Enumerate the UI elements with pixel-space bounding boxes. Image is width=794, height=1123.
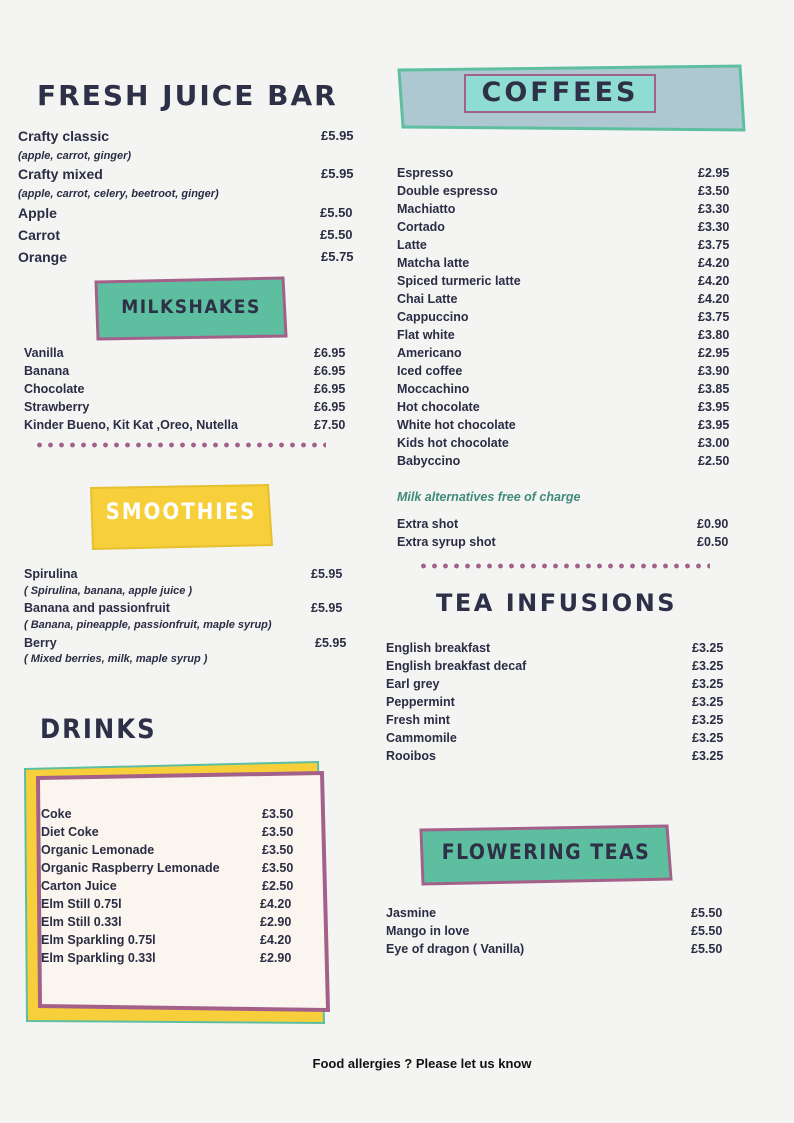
item-price: £3.80 <box>698 328 730 342</box>
item-name: Crafty classic <box>18 128 110 144</box>
item-name: Kids hot chocolate <box>397 436 509 450</box>
coffees-title: COFFEES <box>481 77 639 108</box>
item-price: £5.95 <box>315 636 347 650</box>
item-price: £4.20 <box>260 897 292 911</box>
item-price: £2.50 <box>698 454 730 468</box>
smoothie-item-desc: ( Banana, pineapple, passionfruit, maple syrup) <box>24 619 272 631</box>
item-price: £4.20 <box>698 274 730 288</box>
dotted-divider <box>418 563 710 569</box>
item-name: Spirulina <box>24 567 78 581</box>
item-price: £3.25 <box>692 677 724 691</box>
item-price: £4.20 <box>698 292 730 306</box>
item-price: £5.50 <box>691 942 723 956</box>
item-price: £3.95 <box>698 418 730 432</box>
milk-alternatives-note: Milk alternatives free of charge <box>397 490 581 504</box>
item-price: £2.50 <box>262 879 294 893</box>
item-price: £3.25 <box>692 641 724 655</box>
item-name: Apple <box>18 205 57 221</box>
item-price: £3.90 <box>698 364 730 378</box>
item-price: £3.50 <box>262 843 294 857</box>
item-name: Strawberry <box>24 400 90 414</box>
item-name: Iced coffee <box>397 364 463 378</box>
item-name: Carrot <box>18 227 61 243</box>
item-price: £6.95 <box>314 382 346 396</box>
item-name: Orange <box>18 249 68 265</box>
item-name: English breakfast <box>386 641 491 655</box>
item-price: £2.90 <box>260 951 292 965</box>
item-price: £3.50 <box>262 861 294 875</box>
item-name: Cappuccino <box>397 310 469 324</box>
item-price: £3.50 <box>262 807 294 821</box>
item-price: £6.95 <box>314 364 346 378</box>
item-price: £3.85 <box>698 382 730 396</box>
smoothie-item-desc: ( Spirulina, banana, apple juice ) <box>24 585 193 597</box>
item-name: Machiatto <box>397 202 456 216</box>
item-price: £5.95 <box>321 128 354 143</box>
drinks-title: DRINKS <box>40 714 157 745</box>
item-name: Extra shot <box>397 517 459 531</box>
item-name: Mango in love <box>386 924 470 938</box>
item-name: Extra syrup shot <box>397 535 496 549</box>
item-name: Cammomile <box>386 731 457 745</box>
item-price: £3.50 <box>698 184 730 198</box>
item-name: Vanilla <box>24 346 64 360</box>
juice-title: FRESH JUICE BAR <box>37 79 338 112</box>
item-name: Crafty mixed <box>18 166 103 182</box>
item-price: £5.95 <box>311 601 343 615</box>
item-price: £5.50 <box>320 205 353 220</box>
item-price: £5.75 <box>321 249 354 264</box>
item-price: £3.25 <box>692 731 724 745</box>
item-name: Double espresso <box>397 184 498 198</box>
item-name: Berry <box>24 636 57 650</box>
item-name: Cortado <box>397 220 445 234</box>
item-price: £3.30 <box>698 220 730 234</box>
item-name: Chai Latte <box>397 292 458 306</box>
item-name: Latte <box>397 238 427 252</box>
item-price: £3.95 <box>698 400 730 414</box>
item-name: Matcha latte <box>397 256 470 270</box>
item-price: £3.25 <box>692 695 724 709</box>
smoothies-title: SMOOTHIES <box>105 500 257 525</box>
item-price: £3.25 <box>692 659 724 673</box>
item-name: Spiced turmeric latte <box>397 274 521 288</box>
item-price: £6.95 <box>314 400 346 414</box>
allergy-footer: Food allergies ? Please let us know <box>312 1056 532 1071</box>
item-price: £3.50 <box>262 825 294 839</box>
item-price: £5.50 <box>691 906 723 920</box>
item-price: £6.95 <box>314 346 346 360</box>
milkshakes-title: MILKSHAKES <box>121 296 261 318</box>
item-name: English breakfast decaf <box>386 659 527 673</box>
item-name: Banana and passionfruit <box>24 601 170 615</box>
item-price: £7.50 <box>314 418 346 432</box>
item-name: Babyccino <box>397 454 461 468</box>
item-price: £0.50 <box>697 535 729 549</box>
item-name: Elm Sparkling 0.75l <box>41 933 156 947</box>
item-price: £2.95 <box>698 346 730 360</box>
item-price: £2.95 <box>698 166 730 180</box>
item-price: £5.50 <box>320 227 353 242</box>
item-name: Rooibos <box>386 749 436 763</box>
item-price: £5.50 <box>691 924 723 938</box>
item-price: £3.75 <box>698 310 730 324</box>
item-name: Chocolate <box>24 382 85 396</box>
item-name: Coke <box>41 807 72 821</box>
item-name: Elm Still 0.33l <box>41 915 122 929</box>
juice-item-desc: (apple, carrot, celery, beetroot, ginger) <box>18 188 219 200</box>
item-price: £3.75 <box>698 238 730 252</box>
item-price: £5.95 <box>311 567 343 581</box>
item-price: £5.95 <box>321 166 354 181</box>
item-price: £3.30 <box>698 202 730 216</box>
item-name: Eye of dragon ( Vanilla) <box>386 942 525 956</box>
item-name: Organic Lemonade <box>41 843 155 857</box>
item-name: Espresso <box>397 166 454 180</box>
item-name: Flat white <box>397 328 455 342</box>
item-name: Peppermint <box>386 695 455 709</box>
item-price: £0.90 <box>697 517 729 531</box>
item-name: Americano <box>397 346 462 360</box>
item-price: £3.00 <box>698 436 730 450</box>
item-name: Earl grey <box>386 677 440 691</box>
item-name: Fresh mint <box>386 713 450 727</box>
item-name: Hot chocolate <box>397 400 480 414</box>
item-name: Carton Juice <box>41 879 117 893</box>
item-price: £2.90 <box>260 915 292 929</box>
dotted-divider <box>34 442 326 448</box>
item-name: Jasmine <box>386 906 437 920</box>
item-name: Elm Sparkling 0.33l <box>41 951 156 965</box>
tea-title: TEA INFUSIONS <box>436 589 678 617</box>
item-price: £4.20 <box>260 933 292 947</box>
item-price: £3.25 <box>692 713 724 727</box>
item-name: Moccachino <box>397 382 470 396</box>
item-price: £3.25 <box>692 749 724 763</box>
flowering-title: FLOWERING TEAS <box>441 840 651 864</box>
item-name: Elm Still 0.75l <box>41 897 122 911</box>
item-name: White hot chocolate <box>397 418 516 432</box>
item-price: £4.20 <box>698 256 730 270</box>
item-name: Diet Coke <box>41 825 99 839</box>
item-name: Kinder Bueno, Kit Kat ,Oreo, Nutella <box>24 418 238 432</box>
juice-item-desc: (apple, carrot, ginger) <box>18 150 132 162</box>
item-name: Organic Raspberry Lemonade <box>41 861 220 875</box>
item-name: Banana <box>24 364 70 378</box>
smoothie-item-desc: ( Mixed berries, milk, maple syrup ) <box>24 653 208 665</box>
